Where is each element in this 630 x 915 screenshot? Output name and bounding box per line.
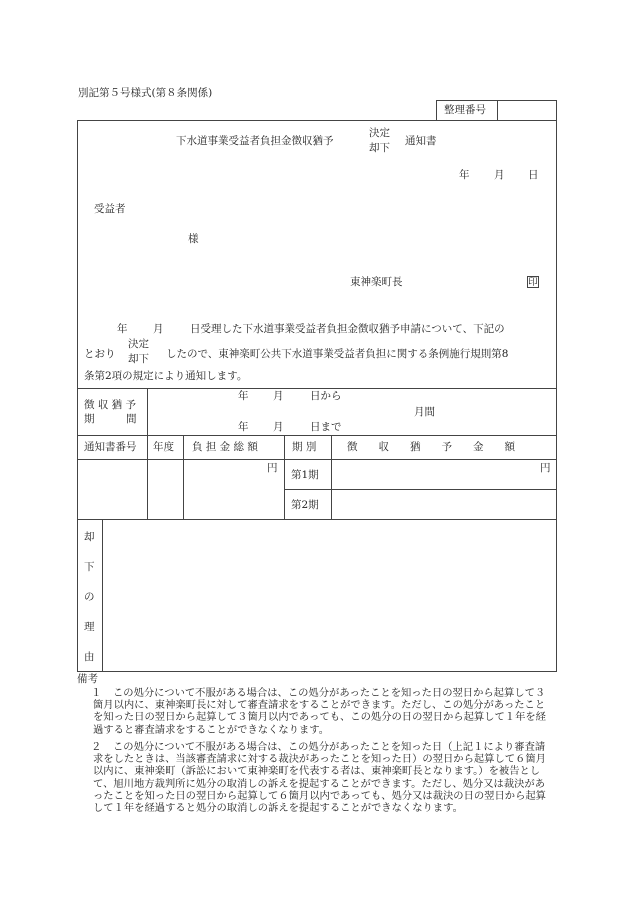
period-2: 第2期 <box>291 499 319 511</box>
seiri-label: 整理番号 <box>444 104 486 116</box>
choice-decided: 決定 <box>369 127 390 139</box>
reason-char: 却 <box>84 531 95 543</box>
period-label-top: 徴 収 猶 予 <box>84 399 137 411</box>
remarks-title: 備考 <box>77 673 98 685</box>
recipient-sama: 様 <box>188 233 199 245</box>
unit-amount: 円 <box>540 462 551 474</box>
choice-rejected: 却下 <box>369 142 390 154</box>
reason-char: 下 <box>84 561 95 573</box>
remarks-item-2: この処分について不服がある場合は、この処分があったことを知った日（上記１により審査請求をしたときは、当該審査請求に対する裁決があったことを知った日）の翌日から起算して６箇月以内に、東神楽町（訴訟において東神楽町を代表する者は、東神楽町長となります。）を被告として、旭川地方裁判所に処分の取消しの訴えを提起することができます。ただし、処分又は裁決があったことを知った日の翌日から起算して６箇月以内であっても、処分又は裁決の日の翌日から起算して１年を経過すると処分の取消しの訴えを提起することができなくなります。 <box>93 741 546 815</box>
reason-char: の <box>84 591 95 603</box>
period-to-year: 年 <box>238 421 249 433</box>
period-months: 月間 <box>414 406 435 418</box>
body-year: 年 <box>117 323 128 335</box>
date-year: 年 <box>459 169 470 181</box>
notice-suffix: 通知書 <box>405 135 437 147</box>
notice-title: 下水道事業受益者負担金徴収猶予 <box>176 135 334 147</box>
remarks-num-2: ２ <box>91 741 102 753</box>
reason-char: 由 <box>84 651 95 663</box>
remarks-item-1: この処分について不服がある場合は、この処分があったことを知った日の翌日から起算して３箇月以内に、東神楽町長に対して審査請求をすることができます。ただし、この処分があったことを知った日の翌日から起算して３箇月以内であっても、この処分の日の翌日から起算して１年を経過すると審査請求をすることができなくなります。 <box>93 687 546 736</box>
period-label-bottom: 期 間 <box>84 413 137 425</box>
recipient-label: 受益者 <box>94 203 126 215</box>
mayor-name: 東神楽町長 <box>350 276 403 288</box>
seal-mark: 印 <box>528 277 538 288</box>
date-month: 月 <box>494 169 505 181</box>
form-label: 別記第５号様式(第８条関係) <box>78 87 213 99</box>
th-deferred-amount: 徴 収 猶 予 金 額 <box>347 441 515 453</box>
period-from-suffix: 日から <box>310 390 342 402</box>
unit-total: 円 <box>267 462 278 474</box>
body-line1: 日受理した下水道事業受益者負担金徴収猶予申請について、下記の <box>190 323 505 335</box>
body-line2-pre: とおり <box>84 348 116 360</box>
body-choice-decided: 決定 <box>128 338 149 350</box>
th-notice-no: 通知書番号 <box>84 441 137 453</box>
period-to-suffix: 日まで <box>310 421 342 433</box>
body-choice-rejected: 却下 <box>128 353 149 365</box>
remarks-num-1: １ <box>91 687 102 699</box>
body-line2-post: したので、東神楽町公共下水道事業受益者負担に関する条例施行規則第8 <box>166 348 509 360</box>
period-from-month: 月 <box>273 390 284 402</box>
th-fiscal-year: 年度 <box>153 441 174 453</box>
reason-char: 理 <box>84 621 95 633</box>
period-to-month: 月 <box>273 421 284 433</box>
period-1: 第1期 <box>291 469 319 481</box>
th-total-charge: 負 担 金 総 額 <box>192 441 258 453</box>
body-month: 月 <box>153 323 164 335</box>
period-from-year: 年 <box>238 390 249 402</box>
body-line3: 条第2項の規定により通知します。 <box>84 370 248 382</box>
th-period: 期 別 <box>292 441 317 453</box>
reason-section <box>77 519 557 672</box>
date-day: 日 <box>528 169 539 181</box>
